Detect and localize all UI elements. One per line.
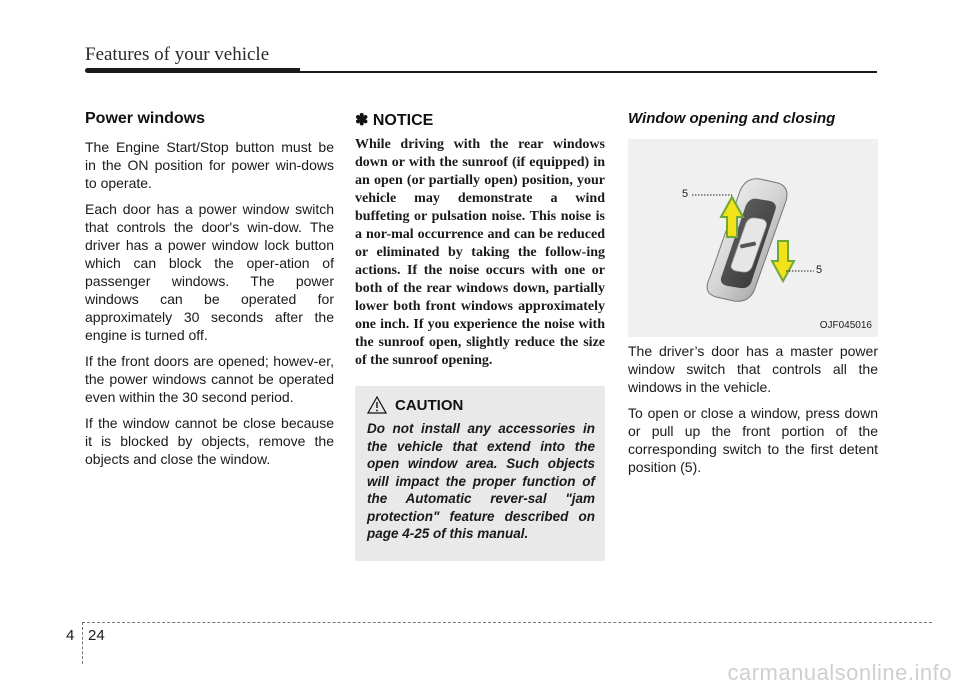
caution-box bbox=[355, 386, 605, 561]
column-notice bbox=[355, 110, 605, 370]
window-switch-illustration bbox=[628, 139, 878, 337]
footer-divider bbox=[82, 622, 83, 664]
callout-label-bottom: 5 bbox=[816, 264, 823, 276]
paragraph: If the window cannot be close because it is blocked by objects, remove the objects and close the window. bbox=[85, 415, 334, 467]
paragraph: The Engine Start/Stop button must be in the ON position for power win-dows to operate. bbox=[85, 139, 334, 191]
page-header-title: Features of your vehicle bbox=[85, 44, 270, 65]
watermark: carmanualsonline.info bbox=[727, 660, 952, 685]
paragraph: To open or close a window, press down or pull up the front portion of the corresponding switch to the first detent position (5). bbox=[628, 405, 878, 475]
warning-triangle-icon bbox=[367, 396, 387, 414]
header-rule-thick bbox=[85, 68, 300, 73]
figure-code: OJF045016 bbox=[819, 320, 872, 331]
caution-title: CAUTION bbox=[395, 396, 464, 414]
notice-title: ✽ NOTICE bbox=[355, 112, 434, 129]
header-rule-thin bbox=[300, 71, 877, 73]
arrow-down-icon bbox=[772, 241, 794, 281]
section-heading-power-windows: Power windows bbox=[85, 110, 206, 127]
paragraph: The driver’s door has a master power window switch that controls all the windows in the vehicle. bbox=[628, 343, 878, 395]
footer-rule bbox=[82, 622, 932, 623]
chapter-number: 4 bbox=[66, 627, 75, 644]
caution-body: Do not install any accessories in the vehicle that extend into the open window area. Such objects will impact the proper function of the Automatic rever-sal "jam protection" feature described on page 4-25 of this manual. bbox=[367, 421, 595, 541]
page-number: 24 bbox=[88, 627, 105, 644]
window-switch-figure bbox=[628, 139, 878, 337]
window-opening-text bbox=[628, 342, 878, 484]
column-power-windows bbox=[85, 110, 334, 476]
section-heading-window-opening: Window opening and closing bbox=[628, 110, 836, 127]
paragraph: If the front doors are opened; howev-er, the power windows cannot be operated even within the 30 second period. bbox=[85, 353, 334, 405]
paragraph: Each door has a power window switch that controls the door's win-dow. The driver has a power window lock button which can block the oper-ation of passenger windows. The power windows can be operated for approximately 30 seconds after the engine is turned off. bbox=[85, 201, 334, 343]
caution-heading bbox=[367, 396, 463, 414]
notice-body: While driving with the rear windows down or with the sunroof (if equipped) in an open (or partially open) position, your vehicle may demonstrate a wind buffeting or pulsation noise. This noise is a nor-mal occurrence and can be reduced or eliminated by taking the follow-ing actions. If the noise occurs with one or both of the rear windows down, partially lower both front windows approximately one inch. If you experience the noise with the sunroof open, slightly reduce the size of the sunroof opening. bbox=[355, 137, 605, 368]
callout-label-top: 5 bbox=[682, 188, 689, 200]
column-window-opening bbox=[628, 110, 878, 139]
